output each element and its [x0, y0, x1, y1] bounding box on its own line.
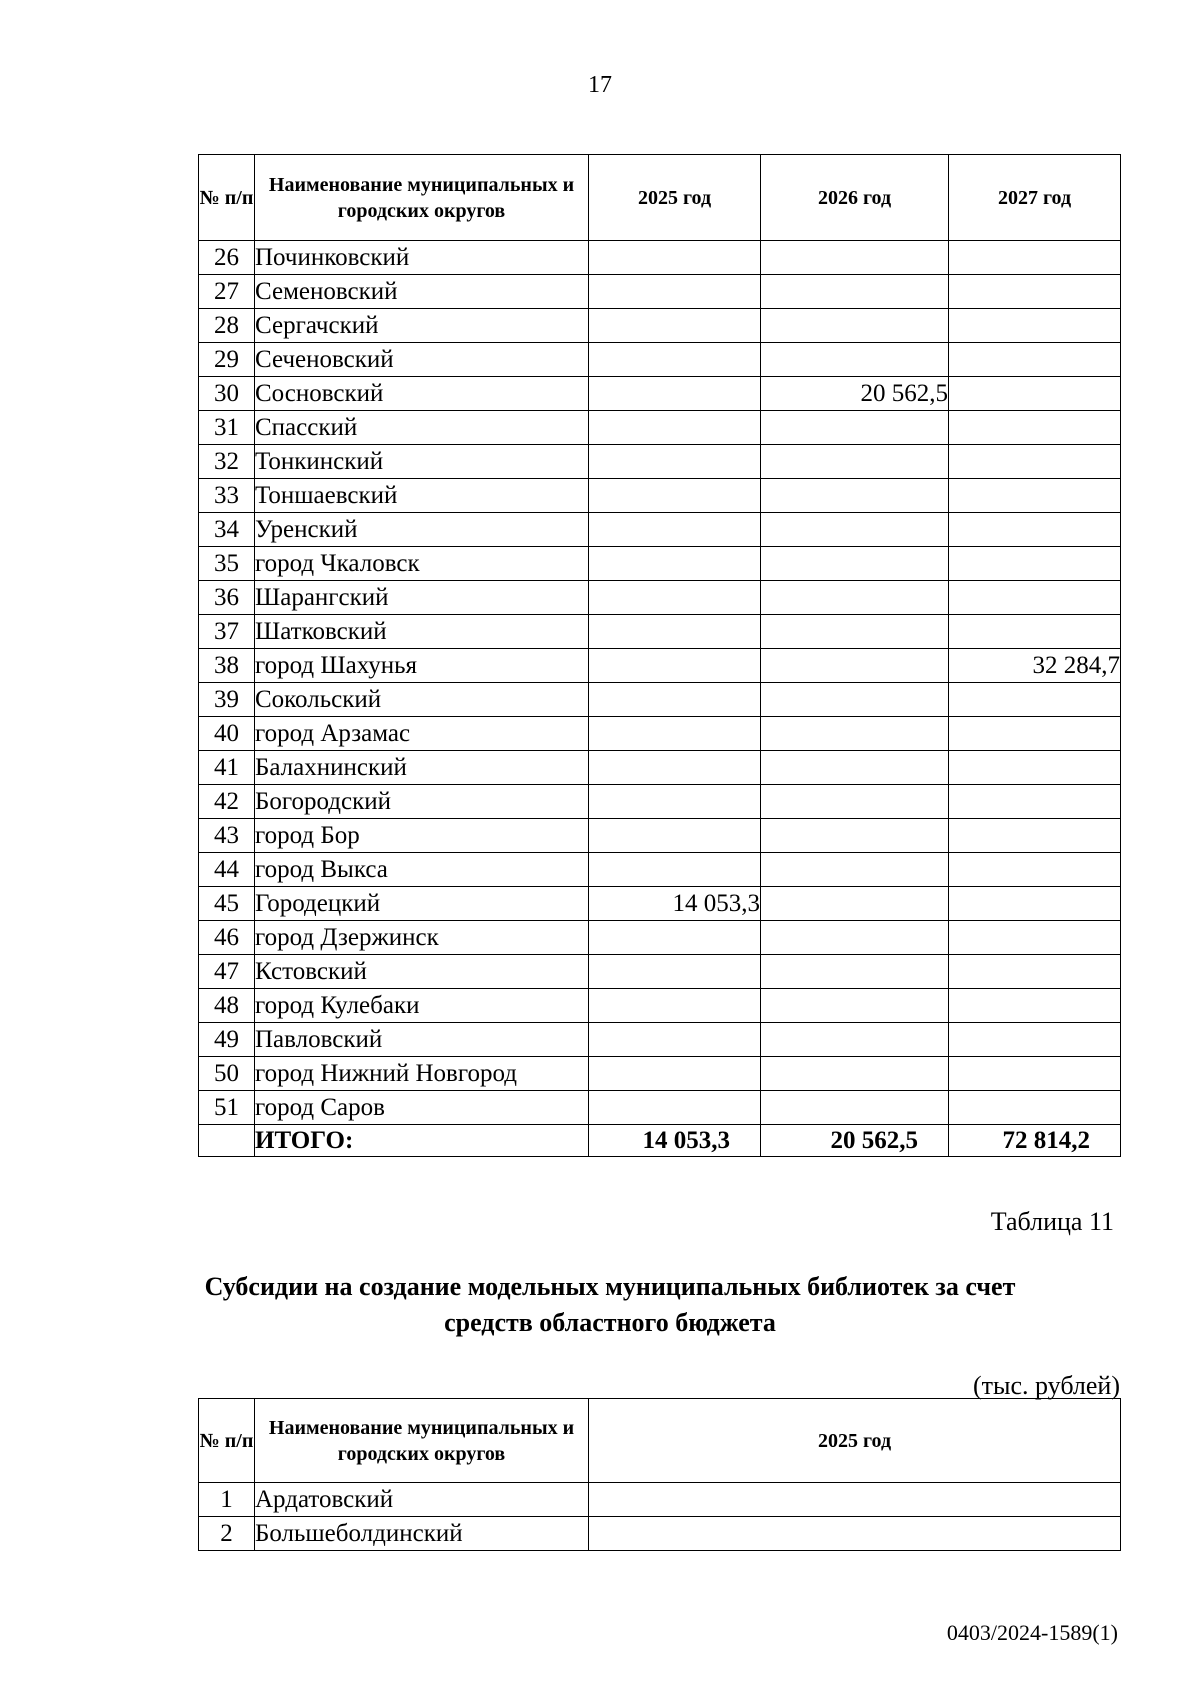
value-2027: [949, 445, 1121, 479]
value-2027: [949, 547, 1121, 581]
value-2027: [949, 819, 1121, 853]
value-2025: [589, 785, 761, 819]
value-2026: [761, 819, 949, 853]
value-2025: [589, 309, 761, 343]
table-row: [199, 683, 1121, 717]
table-row: [199, 1483, 1121, 1517]
value-2026: [761, 1091, 949, 1125]
district-name: Городецкий: [255, 887, 589, 921]
value-2025: [589, 683, 761, 717]
value-2027: [949, 853, 1121, 887]
value-2027: [949, 479, 1121, 513]
row-number: 26: [199, 241, 255, 275]
table-row: [199, 717, 1121, 751]
table-row: [199, 853, 1121, 887]
table-row: [199, 751, 1121, 785]
total-2027: 72 814,2: [949, 1125, 1121, 1157]
row-number: 32: [199, 445, 255, 479]
row-number: 37: [199, 615, 255, 649]
value-2026: [761, 479, 949, 513]
district-name: город Чкаловск: [255, 547, 589, 581]
district-name: город Шахунья: [255, 649, 589, 683]
value-2026: [761, 513, 949, 547]
value-2026: [761, 581, 949, 615]
total-num-cell: [199, 1125, 255, 1157]
table-header-row: [199, 1399, 1121, 1483]
row-number: 30: [199, 377, 255, 411]
value-2027: [949, 581, 1121, 615]
table-row: [199, 445, 1121, 479]
value-2025: [589, 241, 761, 275]
value-2027: [949, 343, 1121, 377]
value-2025: [589, 989, 761, 1023]
value-2026: [761, 275, 949, 309]
district-name: город Бор: [255, 819, 589, 853]
district-name: город Дзержинск: [255, 921, 589, 955]
district-name: Ардатовский: [255, 1483, 589, 1517]
district-name: Уренский: [255, 513, 589, 547]
district-name: Сосновский: [255, 377, 589, 411]
row-number: 48: [199, 989, 255, 1023]
value-2027: [949, 921, 1121, 955]
table-label: Таблица 11: [990, 1207, 1114, 1236]
table-row: [199, 547, 1121, 581]
header-name: Наименование муниципальных и городских округов: [255, 155, 589, 241]
district-name: Балахнинский: [255, 751, 589, 785]
district-name: Шарангский: [255, 581, 589, 615]
table-row: [199, 1517, 1121, 1551]
table-row: [199, 887, 1121, 921]
row-number: 1: [199, 1483, 255, 1517]
value-2025: [589, 853, 761, 887]
district-name: Тоншаевский: [255, 479, 589, 513]
total-row: [199, 1125, 1121, 1157]
value-2027: [949, 1023, 1121, 1057]
district-name: Сокольский: [255, 683, 589, 717]
units-label: (тыс. рублей): [972, 1371, 1120, 1400]
district-name: Кстовский: [255, 955, 589, 989]
table-row: [199, 309, 1121, 343]
value-2027: [949, 377, 1121, 411]
value-2026: [761, 547, 949, 581]
value-2027: [949, 241, 1121, 275]
table-row: [199, 513, 1121, 547]
district-name: город Выкса: [255, 853, 589, 887]
table-row: [199, 955, 1121, 989]
value-2026: [761, 853, 949, 887]
value-2025: [589, 1057, 761, 1091]
value-2027: 32 284,7: [949, 649, 1121, 683]
district-name: город Саров: [255, 1091, 589, 1125]
row-number: 29: [199, 343, 255, 377]
value-2026: [761, 683, 949, 717]
value-2026: [761, 1023, 949, 1057]
header-2025: 2025 год: [589, 1399, 1121, 1483]
district-name: Большеболдинский: [255, 1517, 589, 1551]
value-2027: [949, 683, 1121, 717]
value-2026: [761, 785, 949, 819]
value-2027: [949, 309, 1121, 343]
library-subsidy-table: [198, 1398, 1121, 1551]
value-2025: [589, 411, 761, 445]
district-name: Семеновский: [255, 275, 589, 309]
table-row: [199, 989, 1121, 1023]
total-label: ИТОГО:: [255, 1125, 589, 1157]
table-row: [199, 275, 1121, 309]
district-name: Шатковский: [255, 615, 589, 649]
row-number: 33: [199, 479, 255, 513]
value-2027: [949, 989, 1121, 1023]
value-2026: [761, 615, 949, 649]
row-number: 28: [199, 309, 255, 343]
value-2026: [761, 649, 949, 683]
value-2026: [761, 411, 949, 445]
row-number: 46: [199, 921, 255, 955]
header-2027: 2027 год: [949, 155, 1121, 241]
table-row: [199, 241, 1121, 275]
row-number: 41: [199, 751, 255, 785]
value-2027: [949, 887, 1121, 921]
value-2025: [589, 717, 761, 751]
value-2026: [761, 241, 949, 275]
row-number: 27: [199, 275, 255, 309]
value-2025: [589, 615, 761, 649]
document-code: 0403/2024-1589(1): [946, 1620, 1118, 1645]
value-2027: [949, 1057, 1121, 1091]
table-title: Субсидии на создание модельных муниципальных библиотек за счет средств областного бюджета: [204, 1272, 1016, 1337]
table-row: [199, 479, 1121, 513]
district-name: Сеченовский: [255, 343, 589, 377]
district-name: город Арзамас: [255, 717, 589, 751]
value-2025: [589, 955, 761, 989]
subsidy-table-continued: [198, 154, 1121, 1157]
table-row: [199, 377, 1121, 411]
value-2026: [761, 445, 949, 479]
table-row: [199, 649, 1121, 683]
value-2027: [949, 275, 1121, 309]
value-2027: [949, 411, 1121, 445]
value-2027: [949, 785, 1121, 819]
district-name: Спасский: [255, 411, 589, 445]
row-number: 35: [199, 547, 255, 581]
value-2026: [761, 717, 949, 751]
table-row: [199, 819, 1121, 853]
value-2026: [761, 309, 949, 343]
value-2025: [589, 275, 761, 309]
row-number: 43: [199, 819, 255, 853]
value-2025: [589, 581, 761, 615]
row-number: 42: [199, 785, 255, 819]
row-number: 2: [199, 1517, 255, 1551]
row-number: 45: [199, 887, 255, 921]
district-name: Тонкинский: [255, 445, 589, 479]
district-name: Павловский: [255, 1023, 589, 1057]
value-2026: [761, 343, 949, 377]
district-name: город Кулебаки: [255, 989, 589, 1023]
row-number: 49: [199, 1023, 255, 1057]
row-number: 47: [199, 955, 255, 989]
total-2025: 14 053,3: [589, 1125, 761, 1157]
value-2025: [589, 513, 761, 547]
table-row: [199, 1023, 1121, 1057]
table-row: [199, 615, 1121, 649]
value-2025: [589, 649, 761, 683]
row-number: 40: [199, 717, 255, 751]
value-2025: [589, 1091, 761, 1125]
value-2026: [761, 989, 949, 1023]
value-2025: [589, 377, 761, 411]
value-2025: [589, 445, 761, 479]
header-num: № п/п: [199, 155, 255, 241]
district-name: город Нижний Новгород: [255, 1057, 589, 1091]
table-row: [199, 411, 1121, 445]
row-number: 31: [199, 411, 255, 445]
header-name: Наименование муниципальных и городских округов: [255, 1399, 589, 1483]
row-number: 38: [199, 649, 255, 683]
value-2027: [949, 955, 1121, 989]
value-2025: [589, 921, 761, 955]
value-2027: [949, 1091, 1121, 1125]
row-number: 50: [199, 1057, 255, 1091]
value-2027: [949, 513, 1121, 547]
row-number: 39: [199, 683, 255, 717]
value-2025: [589, 1517, 1121, 1551]
value-2026: [761, 887, 949, 921]
total-2026: 20 562,5: [761, 1125, 949, 1157]
value-2026: [761, 955, 949, 989]
header-2026: 2026 год: [761, 155, 949, 241]
value-2025: [589, 819, 761, 853]
value-2025: [589, 479, 761, 513]
district-name: Богородский: [255, 785, 589, 819]
value-2026: [761, 751, 949, 785]
value-2026: [761, 1057, 949, 1091]
row-number: 34: [199, 513, 255, 547]
district-name: Починковский: [255, 241, 589, 275]
value-2025: [589, 343, 761, 377]
table-row: [199, 921, 1121, 955]
value-2026: [761, 921, 949, 955]
row-number: 51: [199, 1091, 255, 1125]
value-2025: 14 053,3: [589, 887, 761, 921]
value-2027: [949, 751, 1121, 785]
table-row: [199, 1091, 1121, 1125]
page-number: 17: [588, 72, 612, 98]
table-row: [199, 1057, 1121, 1091]
value-2027: [949, 717, 1121, 751]
row-number: 36: [199, 581, 255, 615]
header-num: № п/п: [199, 1399, 255, 1483]
value-2025: [589, 1483, 1121, 1517]
table-row: [199, 785, 1121, 819]
district-name: Сергачский: [255, 309, 589, 343]
header-2025: 2025 год: [589, 155, 761, 241]
table-row: [199, 343, 1121, 377]
table-header-row: [199, 155, 1121, 241]
value-2025: [589, 751, 761, 785]
value-2026: 20 562,5: [761, 377, 949, 411]
value-2025: [589, 547, 761, 581]
value-2025: [589, 1023, 761, 1057]
value-2027: [949, 615, 1121, 649]
row-number: 44: [199, 853, 255, 887]
table-row: [199, 581, 1121, 615]
